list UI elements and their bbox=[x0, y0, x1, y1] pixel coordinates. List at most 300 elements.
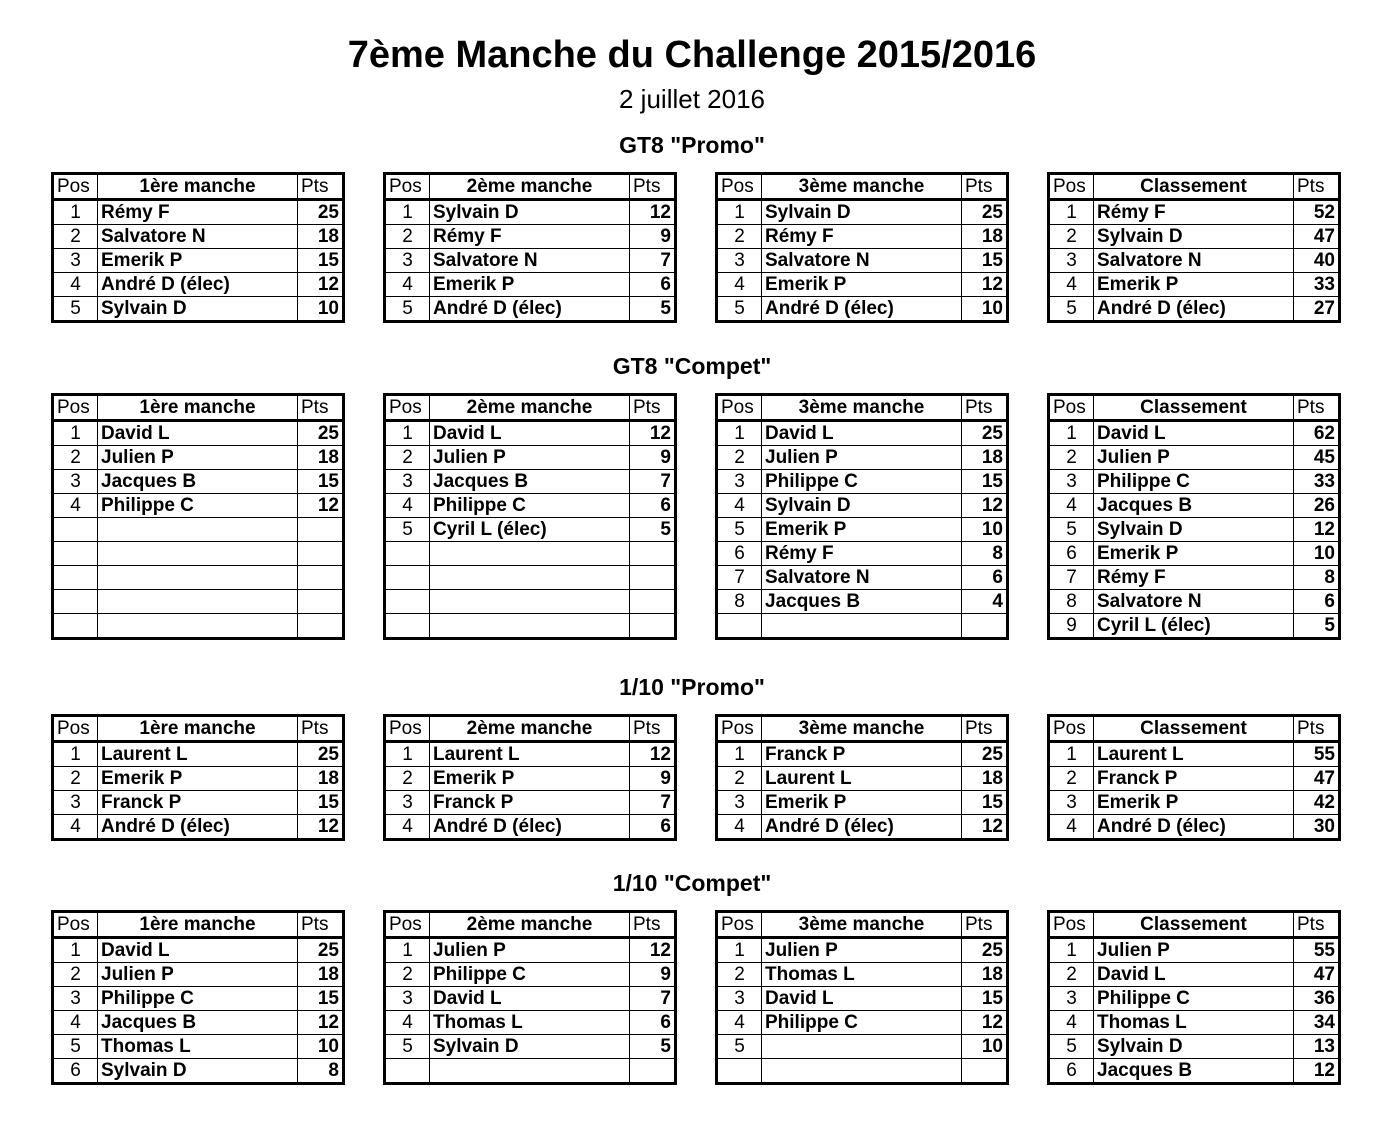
table-row bbox=[53, 566, 344, 590]
table-row bbox=[53, 518, 344, 542]
driver-name-cell: Sylvain D bbox=[762, 200, 962, 225]
pos-header: Pos bbox=[717, 716, 762, 742]
table-row bbox=[717, 542, 1008, 566]
table-row bbox=[53, 815, 344, 840]
position-cell: 3 bbox=[1049, 249, 1094, 273]
points-cell: 25 bbox=[962, 742, 1008, 767]
points-cell: 9 bbox=[630, 446, 676, 470]
points-header: Pts bbox=[298, 395, 344, 421]
table-row bbox=[1049, 963, 1340, 987]
position-cell bbox=[385, 542, 430, 566]
position-cell: 3 bbox=[53, 470, 98, 494]
pos-header: Pos bbox=[1049, 716, 1094, 742]
points-header: Pts bbox=[1294, 912, 1340, 938]
table-row bbox=[385, 815, 676, 840]
driver-name-cell: David L bbox=[762, 987, 962, 1011]
position-cell: 5 bbox=[717, 1035, 762, 1059]
points-cell: 25 bbox=[298, 742, 344, 767]
position-cell: 1 bbox=[717, 742, 762, 767]
table-row bbox=[1049, 200, 1340, 225]
driver-name-cell bbox=[430, 542, 630, 566]
pos-header: Pos bbox=[53, 395, 98, 421]
results-table-1-10-promo-1-re-manche bbox=[51, 714, 345, 841]
table-row bbox=[385, 987, 676, 1011]
table-row bbox=[53, 470, 344, 494]
table-row bbox=[53, 938, 344, 963]
driver-name-cell: Salvatore N bbox=[762, 249, 962, 273]
position-cell: 4 bbox=[53, 815, 98, 840]
driver-name-cell: Jacques B bbox=[1094, 494, 1294, 518]
points-header: Pts bbox=[1294, 716, 1340, 742]
table-row bbox=[717, 767, 1008, 791]
points-header: Pts bbox=[630, 716, 676, 742]
position-cell: 1 bbox=[717, 421, 762, 446]
driver-name-cell bbox=[430, 1059, 630, 1084]
driver-name-cell: Jacques B bbox=[1094, 1059, 1294, 1084]
table-header-row bbox=[1049, 174, 1340, 200]
position-cell: 4 bbox=[53, 273, 98, 297]
table-row bbox=[385, 421, 676, 446]
position-cell: 3 bbox=[385, 791, 430, 815]
position-cell: 4 bbox=[385, 494, 430, 518]
results-table-gt8-compet-classement bbox=[1047, 393, 1341, 640]
driver-name-cell: André D (élec) bbox=[1094, 815, 1294, 840]
points-cell bbox=[962, 1059, 1008, 1084]
points-cell: 15 bbox=[298, 470, 344, 494]
position-cell: 2 bbox=[717, 963, 762, 987]
position-cell: 3 bbox=[385, 249, 430, 273]
driver-name-cell: Thomas L bbox=[762, 963, 962, 987]
position-cell bbox=[53, 518, 98, 542]
points-cell bbox=[630, 1059, 676, 1084]
points-header: Pts bbox=[298, 174, 344, 200]
table-row bbox=[717, 590, 1008, 614]
table-header-row bbox=[1049, 395, 1340, 421]
points-cell: 5 bbox=[1294, 614, 1340, 639]
position-cell: 2 bbox=[1049, 446, 1094, 470]
table-row bbox=[385, 938, 676, 963]
position-cell: 4 bbox=[1049, 1011, 1094, 1035]
results-table-gt8-compet-2-me-manche bbox=[383, 393, 677, 640]
table-row bbox=[385, 791, 676, 815]
pos-header: Pos bbox=[1049, 395, 1094, 421]
driver-name-cell bbox=[430, 590, 630, 614]
position-cell: 3 bbox=[1049, 470, 1094, 494]
position-cell: 2 bbox=[717, 446, 762, 470]
points-cell: 13 bbox=[1294, 1035, 1340, 1059]
position-cell: 3 bbox=[717, 987, 762, 1011]
table-row bbox=[717, 225, 1008, 249]
table-row bbox=[717, 1059, 1008, 1084]
driver-name-cell: Philippe C bbox=[98, 987, 298, 1011]
driver-name-cell: Rémy F bbox=[98, 200, 298, 225]
driver-name-cell: David L bbox=[1094, 421, 1294, 446]
points-cell: 15 bbox=[962, 791, 1008, 815]
table-row bbox=[717, 470, 1008, 494]
results-table-gt8-promo-3-me-manche bbox=[715, 172, 1009, 323]
position-cell: 4 bbox=[385, 815, 430, 840]
table-row bbox=[53, 225, 344, 249]
position-cell: 2 bbox=[53, 767, 98, 791]
position-cell: 3 bbox=[385, 987, 430, 1011]
position-cell: 3 bbox=[717, 470, 762, 494]
race-label-header: Classement bbox=[1094, 395, 1294, 421]
position-cell: 3 bbox=[717, 249, 762, 273]
position-cell: 3 bbox=[53, 987, 98, 1011]
points-cell: 18 bbox=[962, 225, 1008, 249]
position-cell: 2 bbox=[1049, 225, 1094, 249]
section-title-1-10-promo: 1/10 "Promo" bbox=[619, 674, 765, 700]
table-row bbox=[385, 963, 676, 987]
table-row bbox=[385, 470, 676, 494]
page-date: 2 juillet 2016 bbox=[619, 84, 765, 114]
results-table-gt8-promo-classement bbox=[1047, 172, 1341, 323]
points-cell: 8 bbox=[962, 542, 1008, 566]
driver-name-cell: Emerik P bbox=[430, 767, 630, 791]
position-cell: 1 bbox=[53, 742, 98, 767]
points-cell: 25 bbox=[962, 421, 1008, 446]
position-cell: 6 bbox=[1049, 542, 1094, 566]
table-header-row bbox=[1049, 912, 1340, 938]
table-row bbox=[53, 446, 344, 470]
position-cell: 7 bbox=[717, 566, 762, 590]
points-cell: 7 bbox=[630, 470, 676, 494]
driver-name-cell: Cyril L (élec) bbox=[1094, 614, 1294, 639]
table-row bbox=[1049, 938, 1340, 963]
position-cell bbox=[385, 1059, 430, 1084]
points-cell: 18 bbox=[298, 225, 344, 249]
driver-name-cell: Franck P bbox=[430, 791, 630, 815]
position-cell: 1 bbox=[1049, 421, 1094, 446]
results-table-1-10-promo-classement bbox=[1047, 714, 1341, 841]
position-cell bbox=[53, 566, 98, 590]
position-cell bbox=[717, 1059, 762, 1084]
position-cell: 5 bbox=[53, 297, 98, 322]
position-cell bbox=[53, 542, 98, 566]
driver-name-cell: Emerik P bbox=[762, 273, 962, 297]
table-row bbox=[717, 987, 1008, 1011]
points-cell: 8 bbox=[298, 1059, 344, 1084]
race-label-header: 2ème manche bbox=[430, 395, 630, 421]
table-row bbox=[717, 518, 1008, 542]
position-cell: 3 bbox=[53, 791, 98, 815]
points-cell: 18 bbox=[962, 446, 1008, 470]
driver-name-cell: Salvatore N bbox=[1094, 249, 1294, 273]
points-header: Pts bbox=[630, 395, 676, 421]
table-header-row bbox=[717, 912, 1008, 938]
table-row bbox=[1049, 542, 1340, 566]
points-cell: 9 bbox=[630, 963, 676, 987]
driver-name-cell bbox=[98, 566, 298, 590]
results-table-1-10-compet-1-re-manche bbox=[51, 910, 345, 1085]
table-row bbox=[717, 446, 1008, 470]
race-label-header: 2ème manche bbox=[430, 174, 630, 200]
table-header-row bbox=[1049, 716, 1340, 742]
points-cell: 6 bbox=[630, 494, 676, 518]
points-cell: 55 bbox=[1294, 742, 1340, 767]
table-row bbox=[717, 273, 1008, 297]
table-row bbox=[1049, 446, 1340, 470]
position-cell: 5 bbox=[53, 1035, 98, 1059]
table-row bbox=[1049, 470, 1340, 494]
points-cell: 18 bbox=[298, 446, 344, 470]
driver-name-cell: Laurent L bbox=[98, 742, 298, 767]
driver-name-cell: Julien P bbox=[762, 446, 962, 470]
position-cell: 1 bbox=[717, 938, 762, 963]
points-cell: 25 bbox=[298, 938, 344, 963]
driver-name-cell: Julien P bbox=[762, 938, 962, 963]
section-title-1-10-compet: 1/10 "Compet" bbox=[612, 870, 772, 896]
points-cell bbox=[298, 566, 344, 590]
position-cell: 3 bbox=[53, 249, 98, 273]
table-row bbox=[385, 518, 676, 542]
driver-name-cell: Emerik P bbox=[762, 791, 962, 815]
table-row bbox=[385, 566, 676, 590]
position-cell: 4 bbox=[717, 1011, 762, 1035]
points-cell: 26 bbox=[1294, 494, 1340, 518]
table-header-row bbox=[385, 395, 676, 421]
points-cell: 7 bbox=[630, 249, 676, 273]
race-label-header: 3ème manche bbox=[762, 912, 962, 938]
points-cell bbox=[630, 614, 676, 639]
table-row bbox=[385, 542, 676, 566]
driver-name-cell: Sylvain D bbox=[98, 1059, 298, 1084]
points-cell: 34 bbox=[1294, 1011, 1340, 1035]
driver-name-cell: Philippe C bbox=[430, 494, 630, 518]
table-row bbox=[53, 1059, 344, 1084]
position-cell: 5 bbox=[385, 518, 430, 542]
table-row bbox=[1049, 815, 1340, 840]
table-row bbox=[385, 590, 676, 614]
pos-header: Pos bbox=[53, 912, 98, 938]
position-cell: 4 bbox=[385, 273, 430, 297]
driver-name-cell: David L bbox=[1094, 963, 1294, 987]
points-cell: 10 bbox=[1294, 542, 1340, 566]
table-header-row bbox=[53, 716, 344, 742]
position-cell: 7 bbox=[1049, 566, 1094, 590]
driver-name-cell: David L bbox=[430, 421, 630, 446]
driver-name-cell: Julien P bbox=[1094, 446, 1294, 470]
table-row bbox=[53, 767, 344, 791]
position-cell: 1 bbox=[717, 200, 762, 225]
table-row bbox=[385, 200, 676, 225]
table-row bbox=[385, 767, 676, 791]
position-cell: 5 bbox=[1049, 518, 1094, 542]
table-row bbox=[1049, 297, 1340, 322]
pos-header: Pos bbox=[717, 174, 762, 200]
driver-name-cell: Cyril L (élec) bbox=[430, 518, 630, 542]
section-title-gt8-promo: GT8 "Promo" bbox=[619, 132, 765, 158]
table-row bbox=[717, 791, 1008, 815]
table-row bbox=[1049, 566, 1340, 590]
driver-name-cell: Franck P bbox=[762, 742, 962, 767]
race-label-header: Classement bbox=[1094, 912, 1294, 938]
driver-name-cell: Thomas L bbox=[1094, 1011, 1294, 1035]
table-row bbox=[53, 742, 344, 767]
driver-name-cell: Emerik P bbox=[1094, 273, 1294, 297]
table-row bbox=[385, 297, 676, 322]
points-cell: 7 bbox=[630, 791, 676, 815]
table-row bbox=[53, 987, 344, 1011]
points-cell: 6 bbox=[630, 1011, 676, 1035]
position-cell: 1 bbox=[1049, 200, 1094, 225]
driver-name-cell: André D (élec) bbox=[1094, 297, 1294, 322]
driver-name-cell: Philippe C bbox=[1094, 470, 1294, 494]
driver-name-cell: Rémy F bbox=[1094, 200, 1294, 225]
position-cell: 2 bbox=[385, 446, 430, 470]
position-cell: 2 bbox=[717, 225, 762, 249]
position-cell: 8 bbox=[717, 590, 762, 614]
driver-name-cell: Philippe C bbox=[762, 1011, 962, 1035]
position-cell: 5 bbox=[385, 1035, 430, 1059]
points-header: Pts bbox=[1294, 174, 1340, 200]
points-header: Pts bbox=[630, 174, 676, 200]
pos-header: Pos bbox=[385, 174, 430, 200]
points-header: Pts bbox=[298, 912, 344, 938]
results-table-gt8-compet-1-re-manche bbox=[51, 393, 345, 640]
table-row bbox=[717, 297, 1008, 322]
points-cell: 18 bbox=[298, 963, 344, 987]
driver-name-cell: Franck P bbox=[98, 791, 298, 815]
position-cell: 4 bbox=[53, 1011, 98, 1035]
points-cell: 47 bbox=[1294, 225, 1340, 249]
points-cell: 33 bbox=[1294, 273, 1340, 297]
points-cell bbox=[630, 566, 676, 590]
points-cell: 18 bbox=[298, 767, 344, 791]
driver-name-cell: André D (élec) bbox=[762, 297, 962, 322]
points-cell: 12 bbox=[962, 815, 1008, 840]
driver-name-cell bbox=[762, 1059, 962, 1084]
race-label-header: 3ème manche bbox=[762, 716, 962, 742]
driver-name-cell: Sylvain D bbox=[1094, 1035, 1294, 1059]
driver-name-cell: Sylvain D bbox=[1094, 518, 1294, 542]
points-cell: 27 bbox=[1294, 297, 1340, 322]
position-cell: 4 bbox=[385, 1011, 430, 1035]
points-header: Pts bbox=[962, 174, 1008, 200]
driver-name-cell: Julien P bbox=[98, 446, 298, 470]
race-label-header: Classement bbox=[1094, 174, 1294, 200]
table-row bbox=[385, 1011, 676, 1035]
position-cell: 2 bbox=[385, 767, 430, 791]
pos-header: Pos bbox=[717, 395, 762, 421]
points-cell: 4 bbox=[962, 590, 1008, 614]
position-cell: 6 bbox=[1049, 1059, 1094, 1084]
driver-name-cell: Thomas L bbox=[430, 1011, 630, 1035]
driver-name-cell: Emerik P bbox=[762, 518, 962, 542]
points-cell: 47 bbox=[1294, 767, 1340, 791]
table-row bbox=[385, 1059, 676, 1084]
pos-header: Pos bbox=[385, 395, 430, 421]
driver-name-cell: David L bbox=[98, 938, 298, 963]
table-row bbox=[53, 614, 344, 639]
driver-name-cell: Jacques B bbox=[430, 470, 630, 494]
table-row bbox=[1049, 249, 1340, 273]
position-cell: 2 bbox=[385, 225, 430, 249]
position-cell bbox=[53, 590, 98, 614]
table-row bbox=[1049, 518, 1340, 542]
driver-name-cell: Julien P bbox=[98, 963, 298, 987]
position-cell: 4 bbox=[1049, 494, 1094, 518]
position-cell bbox=[717, 614, 762, 639]
position-cell: 4 bbox=[717, 815, 762, 840]
table-row bbox=[53, 791, 344, 815]
points-cell: 25 bbox=[298, 200, 344, 225]
points-cell: 12 bbox=[630, 742, 676, 767]
table-row bbox=[1049, 225, 1340, 249]
driver-name-cell: Rémy F bbox=[1094, 566, 1294, 590]
points-cell: 12 bbox=[1294, 518, 1340, 542]
page-title: 7ème Manche du Challenge 2015/2016 bbox=[347, 34, 1037, 76]
points-header: Pts bbox=[962, 716, 1008, 742]
table-row bbox=[1049, 987, 1340, 1011]
driver-name-cell: Rémy F bbox=[762, 225, 962, 249]
table-row bbox=[717, 742, 1008, 767]
table-row bbox=[53, 963, 344, 987]
points-cell: 45 bbox=[1294, 446, 1340, 470]
table-row bbox=[385, 742, 676, 767]
driver-name-cell: Sylvain D bbox=[430, 200, 630, 225]
table-row bbox=[53, 249, 344, 273]
points-cell: 15 bbox=[962, 987, 1008, 1011]
points-cell: 5 bbox=[630, 518, 676, 542]
driver-name-cell: Emerik P bbox=[98, 767, 298, 791]
pos-header: Pos bbox=[385, 912, 430, 938]
table-row bbox=[1049, 494, 1340, 518]
table-row bbox=[717, 1035, 1008, 1059]
table-row bbox=[717, 421, 1008, 446]
results-table-gt8-promo-1-re-manche bbox=[51, 172, 345, 323]
driver-name-cell bbox=[762, 1035, 962, 1059]
points-header: Pts bbox=[298, 716, 344, 742]
table-header-row bbox=[717, 174, 1008, 200]
table-row bbox=[717, 494, 1008, 518]
points-header: Pts bbox=[962, 395, 1008, 421]
points-cell: 7 bbox=[630, 987, 676, 1011]
table-row bbox=[717, 566, 1008, 590]
table-row bbox=[1049, 1035, 1340, 1059]
driver-name-cell: Julien P bbox=[430, 938, 630, 963]
pos-header: Pos bbox=[385, 716, 430, 742]
driver-name-cell: Laurent L bbox=[762, 767, 962, 791]
position-cell: 1 bbox=[385, 200, 430, 225]
points-cell: 25 bbox=[962, 938, 1008, 963]
points-cell: 15 bbox=[298, 249, 344, 273]
table-header-row bbox=[717, 716, 1008, 742]
table-row bbox=[717, 614, 1008, 639]
points-cell: 62 bbox=[1294, 421, 1340, 446]
position-cell: 1 bbox=[1049, 742, 1094, 767]
points-cell: 12 bbox=[630, 421, 676, 446]
table-header-row bbox=[385, 716, 676, 742]
points-cell bbox=[298, 518, 344, 542]
table-row bbox=[53, 590, 344, 614]
position-cell: 8 bbox=[1049, 590, 1094, 614]
table-row bbox=[1049, 273, 1340, 297]
points-cell: 18 bbox=[962, 963, 1008, 987]
driver-name-cell: Salvatore N bbox=[762, 566, 962, 590]
points-cell: 5 bbox=[630, 1035, 676, 1059]
position-cell: 1 bbox=[53, 200, 98, 225]
driver-name-cell: André D (élec) bbox=[98, 273, 298, 297]
race-label-header: 3ème manche bbox=[762, 395, 962, 421]
driver-name-cell bbox=[98, 590, 298, 614]
table-row bbox=[1049, 791, 1340, 815]
points-cell: 47 bbox=[1294, 963, 1340, 987]
table-row bbox=[1049, 590, 1340, 614]
race-label-header: 2ème manche bbox=[430, 716, 630, 742]
position-cell: 5 bbox=[1049, 1035, 1094, 1059]
points-cell bbox=[962, 614, 1008, 639]
